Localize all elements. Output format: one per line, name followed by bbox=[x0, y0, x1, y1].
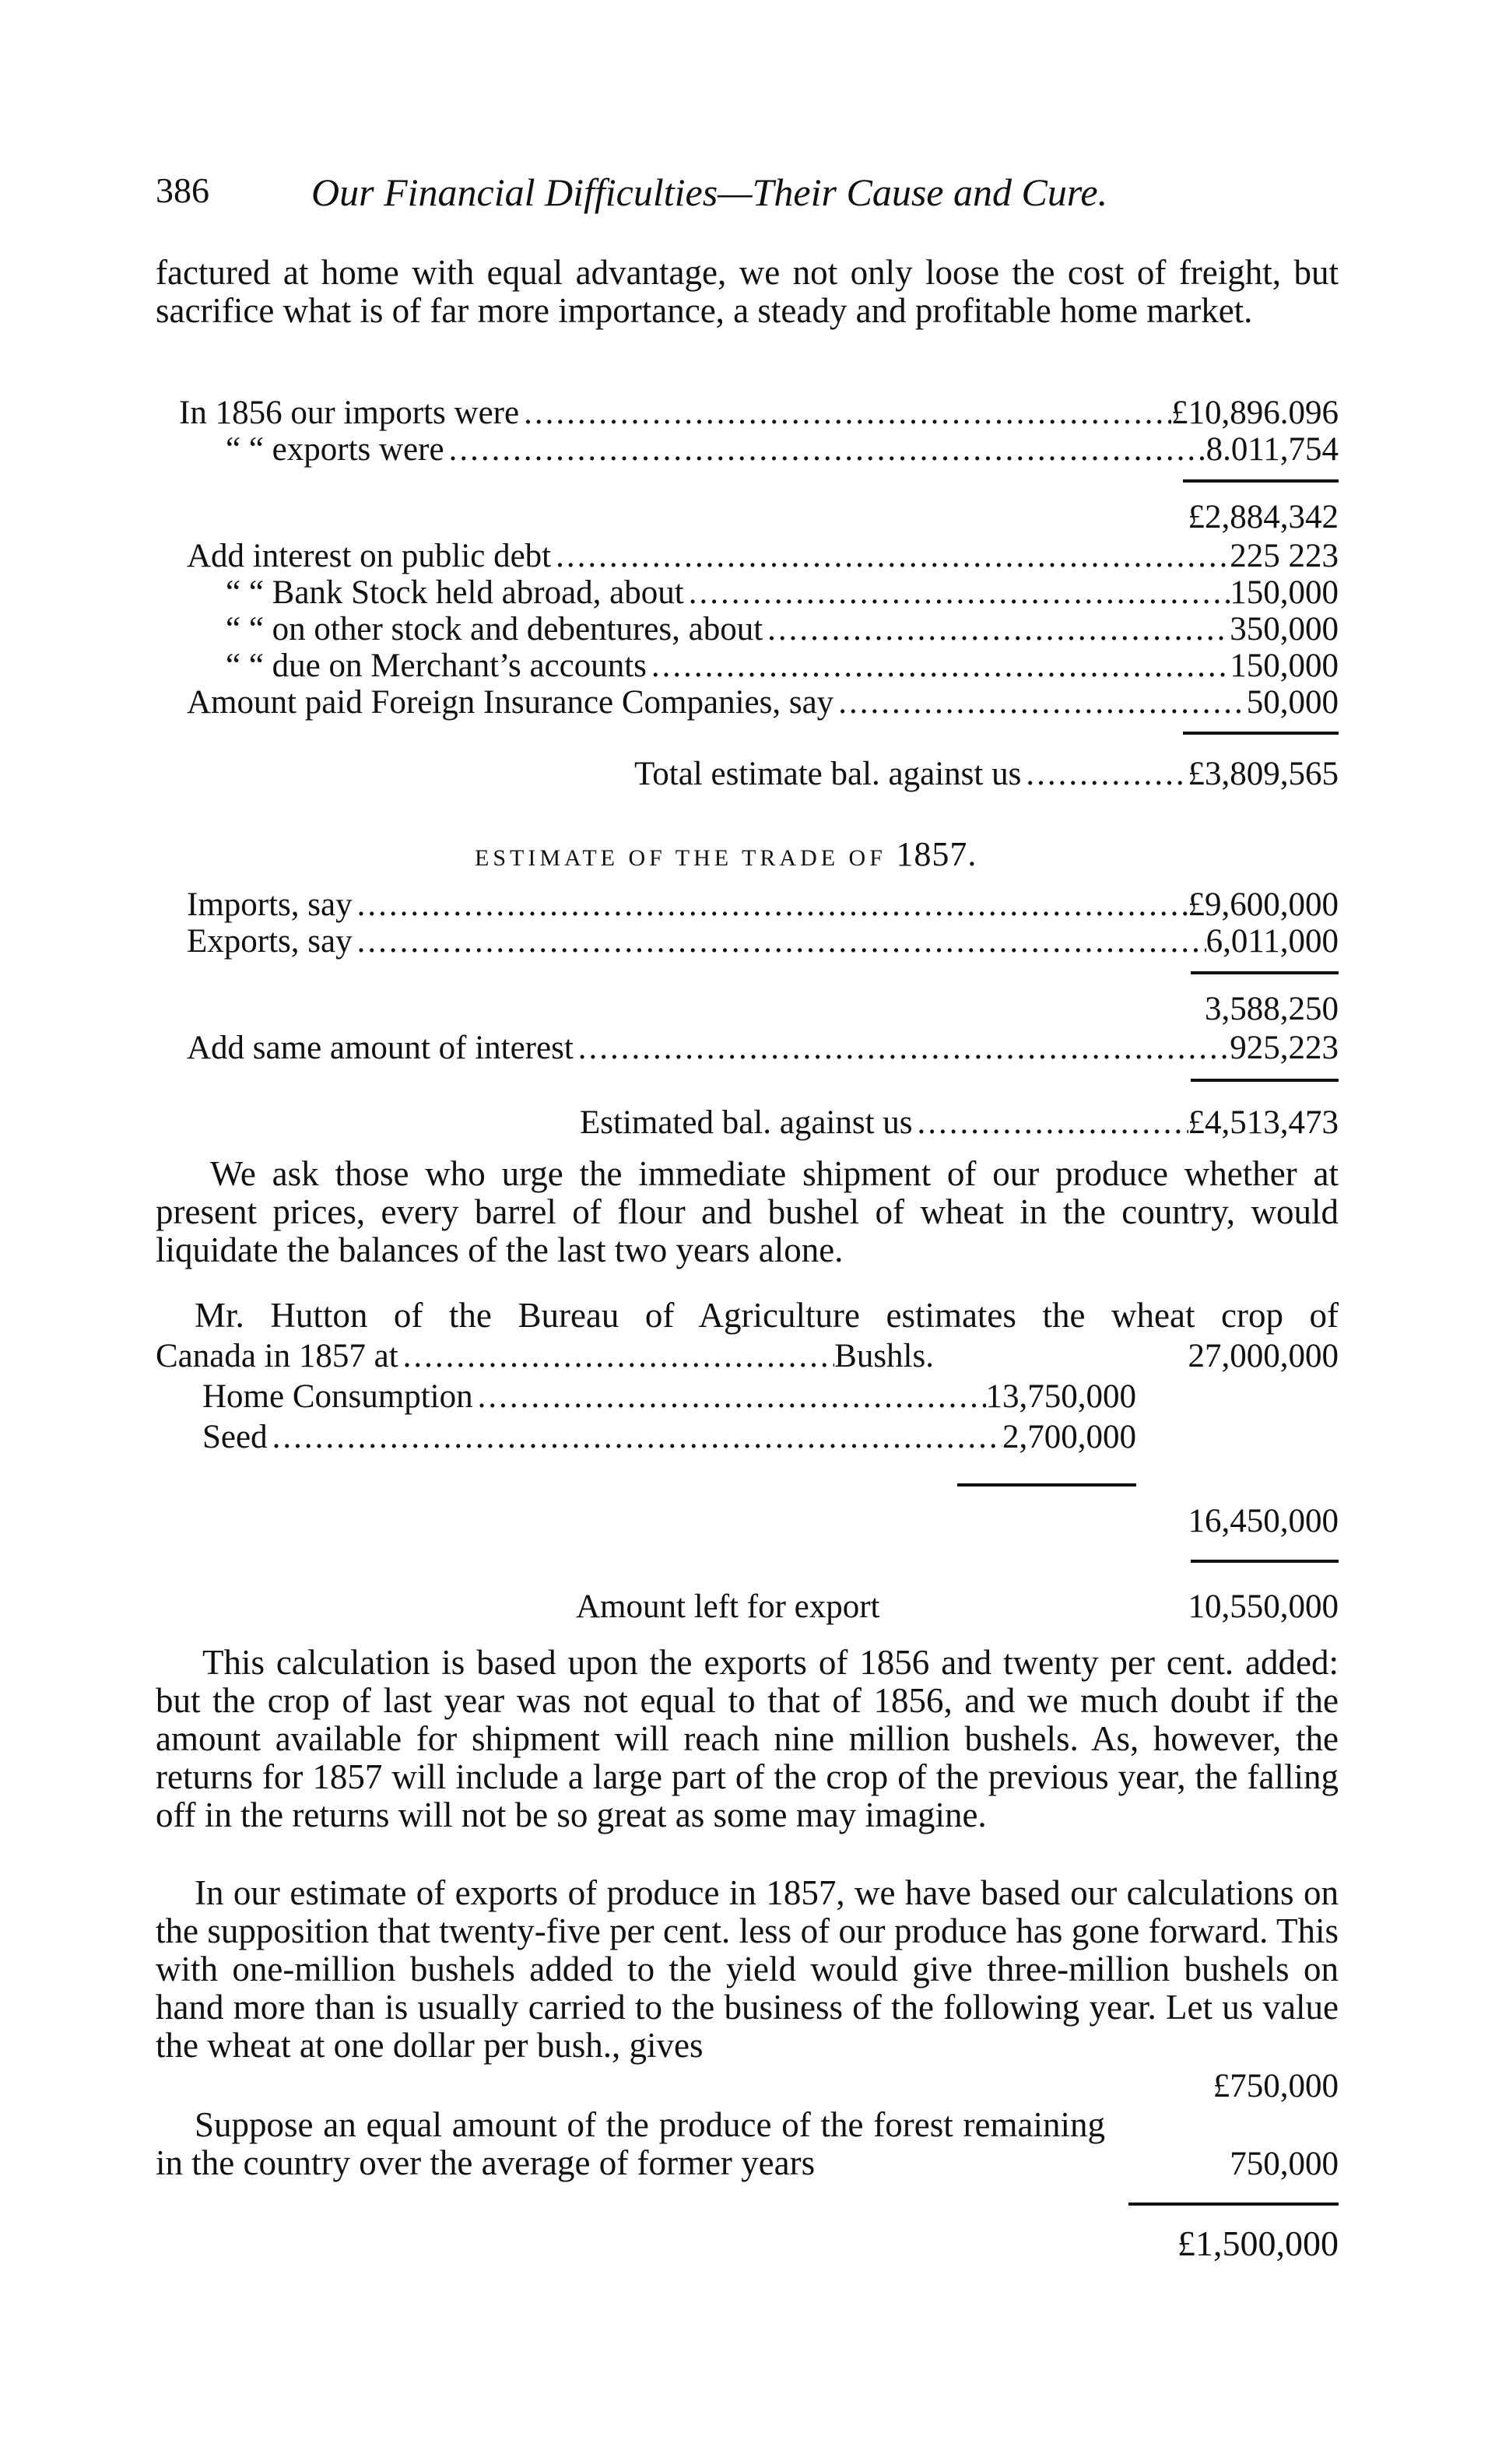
hutton-intro: Mr. Hutton of the Bureau of Agriculture estimates the wheat crop of bbox=[195, 1296, 1339, 1335]
item-value: 150,000 bbox=[1230, 648, 1339, 684]
sum-rule bbox=[1183, 479, 1339, 483]
interest-label: Add same amount of interest bbox=[187, 1030, 574, 1066]
interest-1857-row bbox=[187, 1029, 1339, 1067]
leader-dots bbox=[353, 922, 1206, 960]
total-label: Total estimate bal. against us bbox=[634, 756, 1022, 792]
imports-1856-value: £10,896.096 bbox=[1171, 395, 1339, 431]
interest-value: 925,223 bbox=[1230, 1030, 1339, 1066]
seed-label: Seed bbox=[202, 1419, 268, 1455]
running-title: Our Financial Difficulties—Their Cause and Cure. bbox=[311, 170, 1108, 214]
item-value: 50,000 bbox=[1246, 684, 1339, 721]
item-label: “ “ on other stock and debentures, about bbox=[226, 611, 763, 648]
crop-row bbox=[156, 1337, 934, 1375]
item-value: 350,000 bbox=[1230, 611, 1339, 648]
total-value: £3,809,565 bbox=[1188, 756, 1339, 792]
home-value: 13,750,000 bbox=[985, 1378, 1136, 1415]
crop-label: Canada in 1857 at bbox=[156, 1338, 398, 1374]
leader-dots bbox=[268, 1418, 1002, 1456]
paragraph-ask: We ask those who urge the immediate shipment of our produce whether at present prices, every barrel of flour and bushel of wheat in the country, would liquidate the balances of the last two years alone. bbox=[156, 1154, 1339, 1269]
total-label: Estimated bal. against us bbox=[580, 1104, 913, 1141]
insurance-row bbox=[187, 683, 1339, 721]
interest-public-debt-row bbox=[187, 537, 1339, 575]
sum-rule bbox=[1191, 971, 1339, 974]
bank-stock-row bbox=[226, 574, 1339, 612]
paragraph-estimate: In our estimate of exports of produce in 1857, we have based our calculations on the supposition that twenty-five per cent. less of our produce has gone forward. This with one-million bushels added to the yield would give three-million bushels on hand more than is usually carried to the business of the following year. Let us value the wheat at one dollar per bush., gives bbox=[156, 1873, 1339, 2065]
imports-1857-value: £9,600,000 bbox=[1188, 886, 1339, 923]
sum-rule bbox=[1191, 1560, 1339, 1563]
leader-dots bbox=[833, 683, 1247, 721]
exports-1857-value: 6,011,000 bbox=[1205, 923, 1339, 960]
crop-value: 27,000,000 bbox=[1188, 1338, 1339, 1374]
exports-1856-label: “ “ exports were bbox=[226, 431, 444, 468]
seed-value: 2,700,000 bbox=[1002, 1419, 1136, 1455]
leader-dots bbox=[398, 1337, 834, 1375]
estimate-heading bbox=[475, 834, 977, 874]
heading-year: 1857. bbox=[896, 835, 977, 873]
leader-dots bbox=[684, 574, 1230, 612]
sum-rule bbox=[1191, 1079, 1339, 1082]
forest-value: 750,000 bbox=[1230, 2146, 1339, 2182]
seed-row bbox=[202, 1418, 1136, 1456]
left-for-export-label: Amount left for export bbox=[576, 1588, 880, 1625]
heading-text: ESTIMATE OF THE TRADE OF bbox=[475, 845, 886, 871]
exports-1857-label: Exports, say bbox=[187, 923, 353, 960]
sum-rule bbox=[1128, 2203, 1339, 2206]
imports-1856-label: In 1856 our imports were bbox=[179, 395, 520, 431]
leader-dots bbox=[519, 394, 1171, 432]
item-value: 150,000 bbox=[1230, 574, 1339, 611]
leader-dots bbox=[473, 1378, 986, 1416]
total-value: £4,513,473 bbox=[1188, 1104, 1339, 1141]
intro-paragraph: factured at home with equal advantage, we not only loose the cost of freight, but sacrifice what is of far more importance, a steady and profitable home market. bbox=[156, 253, 1339, 330]
exports-1856-row bbox=[226, 430, 1339, 469]
wheat-value: £750,000 bbox=[1213, 2068, 1339, 2104]
total-1857-row bbox=[580, 1104, 1339, 1142]
merchant-accounts-row bbox=[226, 647, 1339, 685]
imports-1857-row bbox=[187, 886, 1339, 924]
home-label: Home Consumption bbox=[202, 1378, 473, 1415]
grand-total: £1,500,000 bbox=[1177, 2224, 1339, 2263]
page-number: 386 bbox=[156, 170, 209, 210]
sum-rule bbox=[957, 1483, 1136, 1486]
imports-1857-label: Imports, say bbox=[187, 886, 353, 923]
exports-1856-value: 8.011,754 bbox=[1205, 431, 1339, 468]
left-for-export-value: 10,550,000 bbox=[1188, 1588, 1339, 1625]
other-stock-row bbox=[226, 610, 1339, 648]
forest-text: Suppose an equal amount of the produce of the forest remaining in the country over the average of former years bbox=[156, 2105, 1105, 2182]
leader-dots bbox=[763, 610, 1230, 648]
item-label: Add interest on public debt bbox=[187, 538, 552, 574]
imports-1856-row bbox=[179, 394, 1339, 432]
home-consumption-row bbox=[202, 1378, 1136, 1416]
leader-dots bbox=[574, 1029, 1230, 1067]
paragraph-calculation: This calculation is based upon the exports of 1856 and twenty per cent. added: but the crop of last year was not equal to that of 1856, and we much doubt if the amount available for shipment will reach nine million bushels. As, however, the returns for 1857 will include a large part of the crop of the previous year, the falling off in the returns will not be so great as some may imagine. bbox=[156, 1643, 1339, 1834]
item-value: 225 223 bbox=[1230, 538, 1339, 574]
item-label: “ “ due on Merchant’s accounts bbox=[226, 648, 647, 684]
sum-rule bbox=[1183, 732, 1339, 735]
exports-1857-row bbox=[187, 922, 1339, 960]
total-1856-row bbox=[634, 755, 1339, 793]
leader-dots bbox=[353, 886, 1188, 924]
leader-dots bbox=[913, 1104, 1188, 1142]
difference-1856: £2,884,342 bbox=[1188, 499, 1339, 535]
leader-dots bbox=[444, 430, 1206, 469]
item-label: “ “ Bank Stock held abroad, about bbox=[226, 574, 684, 611]
crop-unit: Bushls. bbox=[834, 1338, 934, 1374]
leader-dots bbox=[551, 537, 1230, 575]
item-label: Amount paid Foreign Insurance Companies, say bbox=[187, 684, 834, 721]
leader-dots bbox=[647, 647, 1230, 685]
difference-1857: 3,588,250 bbox=[1205, 991, 1339, 1027]
leader-dots bbox=[1021, 755, 1188, 793]
subtotal-value: 16,450,000 bbox=[1188, 1503, 1339, 1539]
